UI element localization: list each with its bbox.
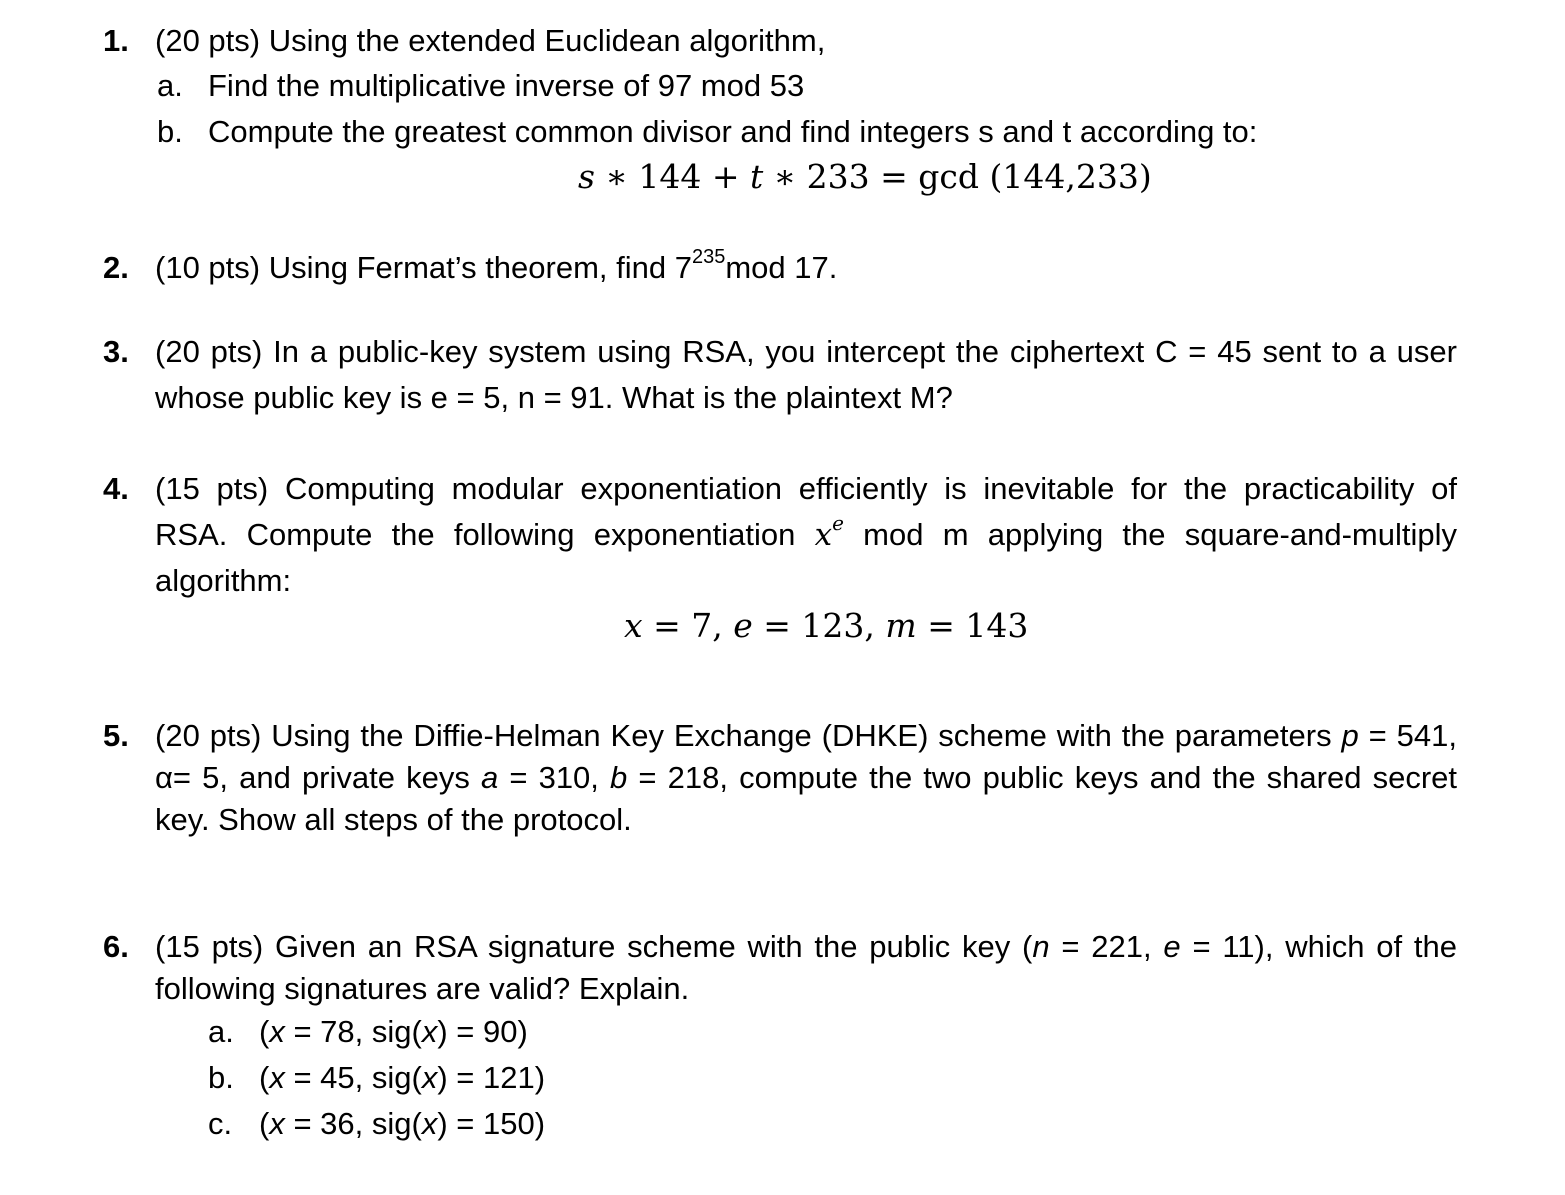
problem-3-number: 3. <box>103 334 129 369</box>
problem-2-exponent: 235 <box>691 245 726 268</box>
problem-2-text-after: mod 17. <box>725 250 838 285</box>
option-b-sig: ) = 121) <box>437 1060 546 1095</box>
problem-1b-text: Compute the greatest common divisor and find integers s and t according to: <box>208 114 1258 149</box>
eq-var-s: s <box>578 157 595 196</box>
problem-6c-text: (x = 36, sig(x) = 150) <box>259 1106 546 1141</box>
problem-1-number: 1. <box>103 23 129 58</box>
eq-var-e: e <box>733 606 753 645</box>
problem-3-line1: (20 pts) In a public-key system using RSA, you intercept the ciphertext C = 45 sent to a user <box>155 334 1457 369</box>
problem-6a-label: a. <box>208 1014 234 1049</box>
problem-5-line2-b: = 310, <box>509 760 599 795</box>
problem-5-line2 <box>155 758 1457 798</box>
problem-5-line1 <box>155 716 1457 756</box>
eq-part: ∗ 144 + <box>605 157 740 196</box>
problem-2-text-before: (10 pts) Using Fermat’s theorem, find 7 <box>155 250 692 285</box>
eq-var-t: t <box>749 157 764 196</box>
option-c-sig: ) = 150) <box>437 1106 546 1141</box>
problem-6b-text: (x = 45, sig(x) = 121) <box>259 1060 546 1095</box>
problem-5-line1-after: = 541, <box>1368 718 1457 753</box>
problem-1-equation <box>578 157 1152 197</box>
var-e: e <box>1163 929 1181 964</box>
problem-5-line1-before: (20 pts) Using the Diffie-Helman Key Exchange (DHKE) scheme with the parameters <box>155 718 1332 753</box>
problem-2-number: 2. <box>103 250 129 285</box>
problem-4-number: 4. <box>103 471 129 506</box>
var-a: a <box>480 760 499 795</box>
problem-5-line2-a: α= 5, and private keys <box>155 760 470 795</box>
problem-1a-label: a. <box>157 68 183 103</box>
var-x: x <box>421 1106 438 1141</box>
option-a-sig: ) = 90) <box>437 1014 528 1049</box>
problem-5-number: 5. <box>103 718 129 753</box>
problem-5-line3: key. Show all steps of the protocol. <box>155 802 632 837</box>
problem-6-line1-b: = 221, <box>1061 929 1152 964</box>
problem-6c-label: c. <box>208 1106 233 1141</box>
problem-6-line1-c: = 11), which of the <box>1192 929 1457 964</box>
problem-6b-label: b. <box>208 1060 234 1095</box>
var-x: x <box>269 1106 285 1141</box>
problem-4-line2-after: mod m applying the square-and-multiply <box>863 517 1457 552</box>
problem-2-text <box>155 245 838 288</box>
problem-4-line2 <box>155 510 1457 555</box>
eq-part: ∗ 233 = gcd (144,233) <box>773 157 1152 196</box>
problem-4-line1: (15 pts) Computing modular exponentiation efficiently is inevitable for the practicability of <box>155 471 1457 506</box>
var-e: e <box>832 510 844 535</box>
problem-4-line2-before: RSA. Compute the following exponentiation <box>155 517 796 552</box>
eq-part: = 123, <box>763 606 875 645</box>
var-x: x <box>269 1014 285 1049</box>
eq-var-x: x <box>624 606 643 645</box>
option-c-part: = 36, sig( <box>293 1106 422 1141</box>
option-b-part: = 45, sig( <box>293 1060 422 1095</box>
problem-4-line3: algorithm: <box>155 563 292 598</box>
problem-3-line2: whose public key is e = 5, n = 91. What is the plaintext M? <box>155 380 953 415</box>
var-x: x <box>421 1060 438 1095</box>
var-x: x <box>269 1060 285 1095</box>
var-n: n <box>1032 929 1050 964</box>
problem-4-equation <box>624 606 1028 646</box>
problem-1-text: (20 pts) Using the extended Euclidean algorithm, <box>155 23 826 58</box>
eq-part: = 7, <box>653 606 723 645</box>
problem-6-line2: following signatures are valid? Explain. <box>155 971 690 1006</box>
eq-var-m: m <box>885 606 917 645</box>
var-x: x <box>421 1014 438 1049</box>
problem-5-line2-c: = 218, compute the two public keys and the shared secret <box>638 760 1457 795</box>
problem-6-line1 <box>155 927 1457 967</box>
problem-6-line1-a: (15 pts) Given an RSA signature scheme with the public key ( <box>155 929 1033 964</box>
var-x: x <box>814 517 833 553</box>
problem-1a-text: Find the multiplicative inverse of 97 mod 53 <box>208 68 805 103</box>
problem-1b-label: b. <box>157 114 183 149</box>
eq-part: = 143 <box>927 606 1029 645</box>
problem-6-number: 6. <box>103 929 129 964</box>
var-b: b <box>610 760 628 795</box>
problem-6a-text: (x = 78, sig(x) = 90) <box>259 1014 528 1049</box>
var-p: p <box>1341 718 1359 753</box>
option-a-part: = 78, sig( <box>293 1014 422 1049</box>
